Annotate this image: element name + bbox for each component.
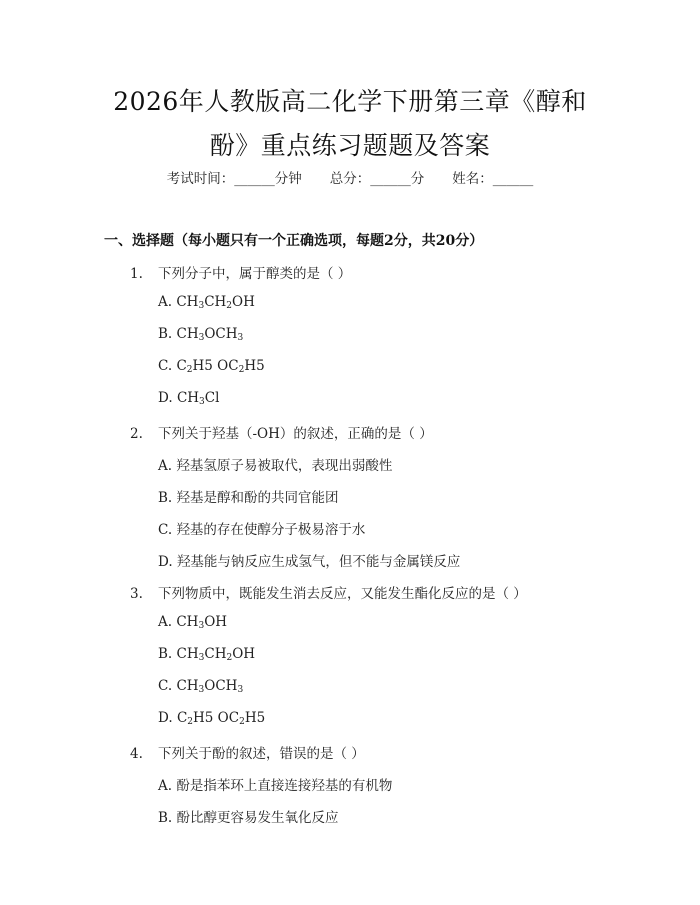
total-score-field: 总分：______分 [329, 171, 425, 187]
question-number: 2. [130, 426, 143, 442]
question-text: 下列关于酚的叙述，错误的是（ ） [158, 746, 365, 762]
option-1a: A. $CH_3CH_2OH$ [158, 294, 255, 311]
option-3b: B. $CH_3CH_2OH$ [158, 646, 256, 663]
question-text: 下列分子中，属于醇类的是（ ） [158, 266, 352, 282]
option-4b: B. 酚比醇更容易发生氧化反应 [158, 810, 339, 826]
question-1 [130, 262, 351, 282]
option-3a: A. $CH_3OH$ [158, 614, 228, 631]
document-title [60, 80, 640, 168]
section-heading: 一、选择题（每小题只有一个正确选项，每题2分，共20分） [104, 233, 484, 249]
title-line-2: 酚》重点练习题题及答案 [209, 131, 491, 160]
option-3d: D. $C_2H5$ $OC_2H5$ [158, 710, 266, 727]
option-1c: C. $C_2H5$ $OC_2H5$ [158, 358, 265, 375]
title-line-1: 2026年人教版高二化学下册第三章《醇和 [113, 87, 587, 116]
question-number: 3. [130, 586, 143, 602]
question-number: 1. [130, 266, 143, 282]
question-3 [130, 582, 527, 602]
option-2a: A. 羟基氢原子易被取代，表现出弱酸性 [158, 458, 393, 474]
option-2b: B. 羟基是醇和酚的共同官能团 [158, 490, 339, 506]
option-2d: D. 羟基能与钠反应生成氢气，但不能与金属镁反应 [158, 554, 461, 570]
question-4 [130, 742, 365, 762]
question-2 [130, 422, 433, 442]
question-text: 下列物质中，既能发生消去反应，又能发生酯化反应的是（ ） [158, 586, 527, 602]
option-1d: D. $CH_3Cl$ [158, 390, 220, 407]
question-text: 下列关于羟基（-OH）的叙述，正确的是（ ） [158, 426, 433, 442]
name-field: 姓名：______ [452, 171, 534, 187]
option-1b: B. $CH_3OCH_3$ [158, 326, 244, 343]
option-4a: A. 酚是指苯环上直接连接羟基的有机物 [158, 778, 393, 794]
exam-time-field: 考试时间：______分钟 [166, 171, 302, 187]
question-number: 4. [130, 746, 143, 762]
option-3c: C. $CH_3OCH_3$ [158, 678, 244, 695]
exam-info [0, 167, 700, 187]
option-2c: C. 羟基的存在使醇分子极易溶于水 [158, 522, 366, 538]
